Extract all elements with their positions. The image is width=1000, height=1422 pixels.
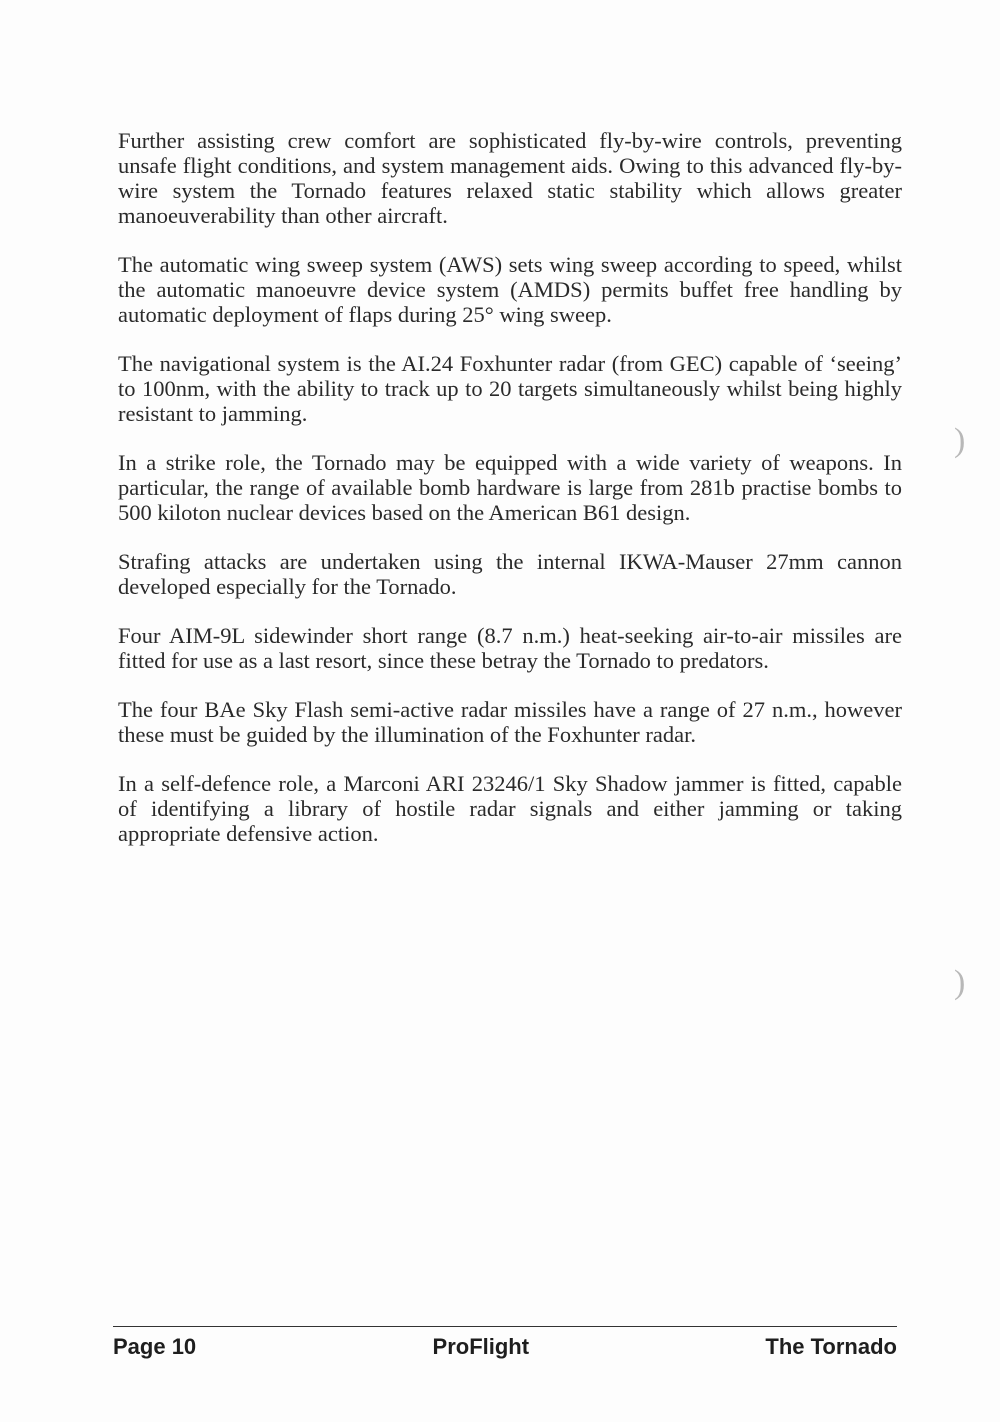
paragraph-strafing: Strafing attacks are undertaken using the internal IKWA-Mauser 27mm cannon developed especially for the Tornado. — [118, 549, 902, 599]
paragraph-sky-flash: The four BAe Sky Flash semi-active radar missiles have a range of 27 n.m., however these must be guided by the illumination of the Foxhunter radar. — [118, 697, 902, 747]
paragraph-sidewinder: Four AIM-9L sidewinder short range (8.7 n.m.) heat-seeking air-to-air missiles are fitted for use as a last resort, since these betray the Tornado to predators. — [118, 623, 902, 673]
footer-section-title: The Tornado — [765, 1334, 897, 1359]
paragraph-navigation-radar: The navigational system is the AI.24 Foxhunter radar (from GEC) capable of ‘seeing’ to 100nm, with the ability to track up to 20 targets simultaneously whilst being highly resistant to jamming. — [118, 351, 902, 426]
paragraph-wing-sweep: The automatic wing sweep system (AWS) sets wing sweep according to speed, whilst the automatic manoeuvre device system (AMDS) permits buffet free handling by automatic deployment of flaps during 25° wing sweep. — [118, 252, 902, 327]
page-body — [118, 128, 902, 870]
paragraph-self-defence: In a self-defence role, a Marconi ARI 23246/1 Sky Shadow jammer is fitted, capable of identifying a library of hostile radar signals and either jamming or taking appropriate defensive action. — [118, 771, 902, 846]
paragraph-crew-comfort: Further assisting crew comfort are sophisticated fly-by-wire controls, preventing unsafe flight conditions, and system management aids. Owing to this advanced fly-by-wire system the Tornado features relaxed static stability which allows greater manoeuverability than other aircraft. — [118, 128, 902, 228]
margin-mark-lower: ) — [954, 964, 966, 1001]
margin-mark-upper: ) — [954, 422, 966, 459]
paragraph-strike-role: In a strike role, the Tornado may be equipped with a wide variety of weapons. In particular, the range of available bomb hardware is large from 281b practise bombs to 500 kiloton nuclear devices based on the American B61 design. — [118, 450, 902, 525]
footer-product-name: ProFlight — [432, 1334, 530, 1359]
footer-page-number: Page 10 — [113, 1334, 197, 1359]
page-footer — [113, 1326, 897, 1360]
